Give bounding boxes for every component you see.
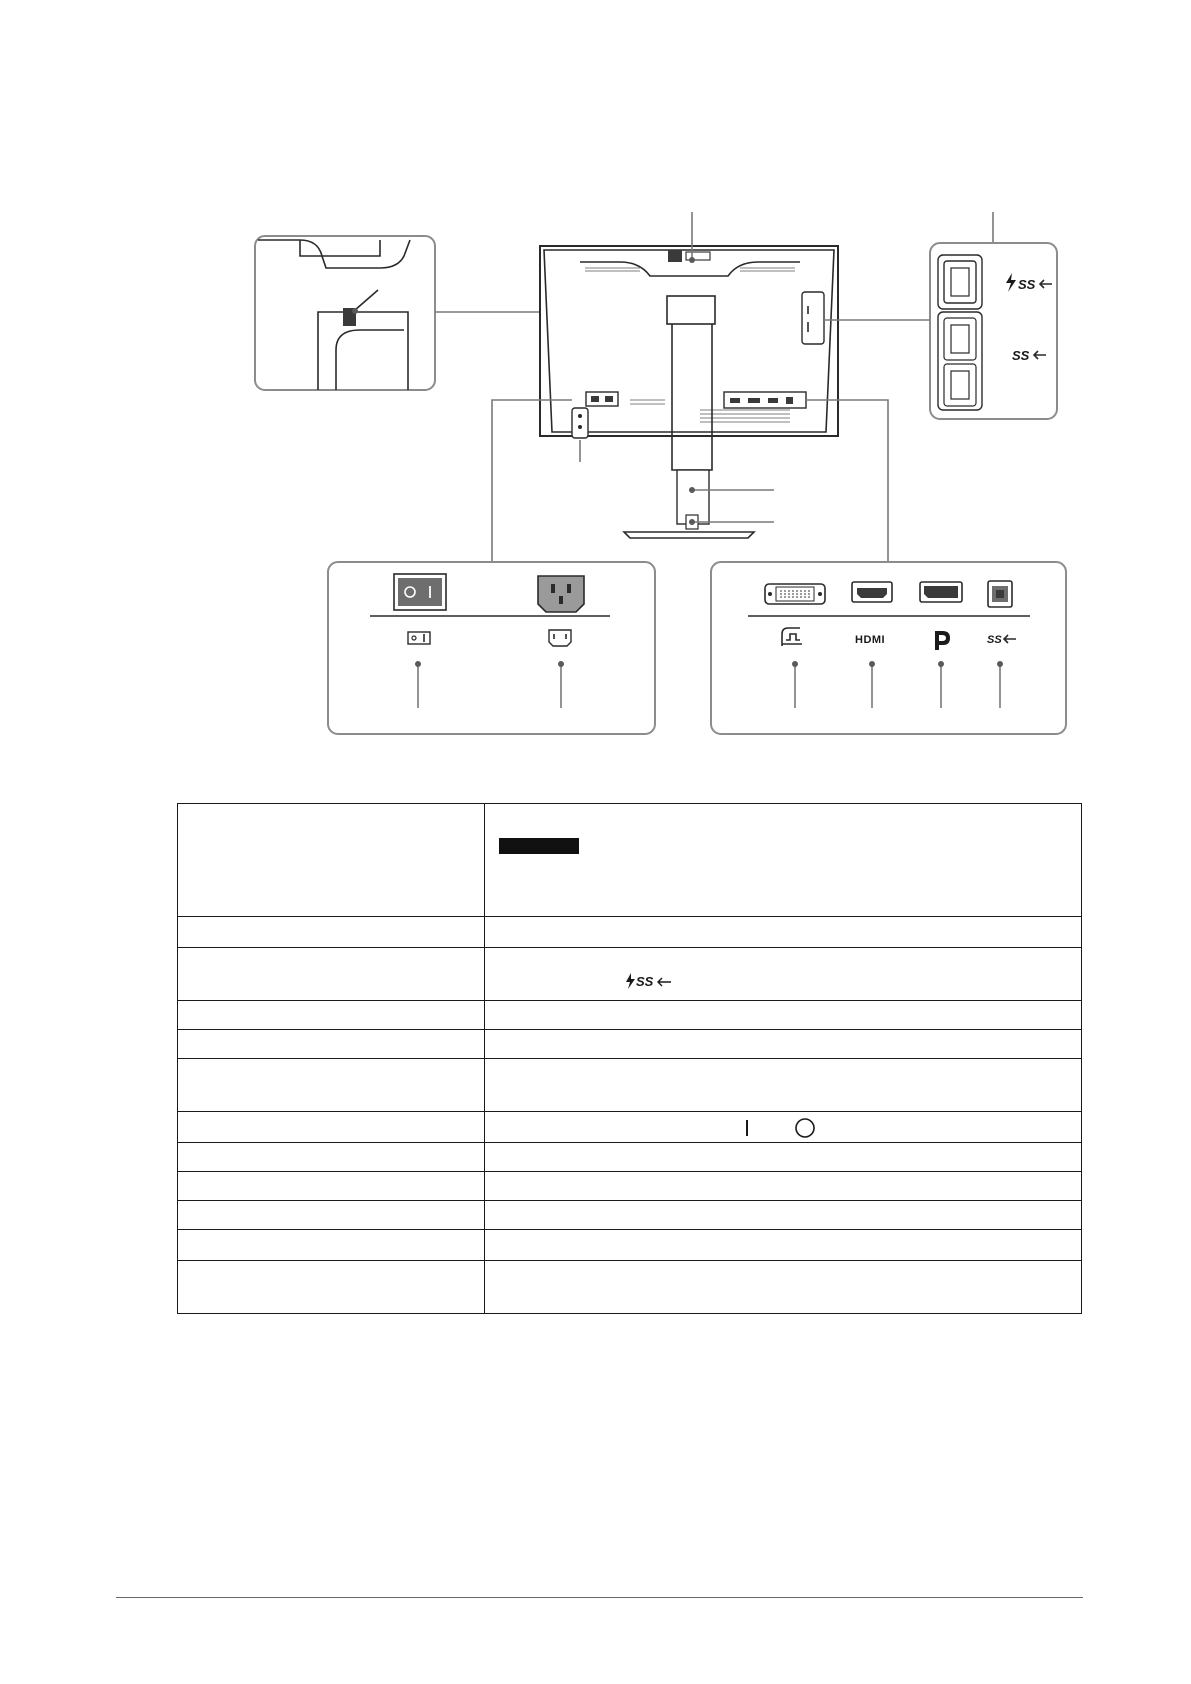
table-cell-function xyxy=(485,804,1082,917)
table-cell-part xyxy=(178,1112,485,1143)
usb-ss-label-top: SS xyxy=(1018,277,1036,292)
table-cell-part xyxy=(178,1201,485,1230)
note-label-box xyxy=(499,838,579,854)
table-row xyxy=(178,1143,1082,1172)
hdmi-connector-illustration xyxy=(852,582,892,602)
table-row xyxy=(178,804,1082,917)
power-detail-panel xyxy=(328,562,655,734)
table-row xyxy=(178,1261,1082,1314)
usb-charging-ss-inline-icon xyxy=(625,972,679,990)
power-inlet-illustration xyxy=(538,576,584,612)
table-cell-function xyxy=(485,948,1082,1001)
table-row xyxy=(178,917,1082,948)
table-cell-part xyxy=(178,948,485,1001)
table-cell-function xyxy=(485,1230,1082,1261)
usb-ss-label-bottom: SS xyxy=(1012,348,1030,363)
table-cell-function xyxy=(485,1112,1082,1143)
table-cell-part xyxy=(178,1261,485,1314)
table-row xyxy=(178,1230,1082,1261)
top-logo xyxy=(668,250,682,262)
usb-ports-detail-panel xyxy=(824,212,1057,419)
table-cell-function xyxy=(485,1001,1082,1030)
table-row xyxy=(178,1001,1082,1030)
parts-function-table xyxy=(177,803,1082,1314)
power-on-off-symbols xyxy=(743,1117,823,1139)
table-cell-function xyxy=(485,917,1082,948)
table-row xyxy=(178,1172,1082,1201)
table-cell-function xyxy=(485,1059,1082,1112)
table-cell-part xyxy=(178,1230,485,1261)
displayport-connector-illustration xyxy=(920,582,962,602)
security-slot-detail-panel xyxy=(255,236,435,390)
table-cell-part xyxy=(178,1143,485,1172)
table-cell-part xyxy=(178,804,485,917)
table-cell-part xyxy=(178,917,485,948)
table-row xyxy=(178,1059,1082,1112)
footer-rule xyxy=(116,1597,1083,1598)
table-cell-part xyxy=(178,1059,485,1112)
table-cell-part xyxy=(178,1172,485,1201)
monitor-rear-diagram xyxy=(0,0,1191,800)
table-row xyxy=(178,948,1082,1001)
usb-ss-symbol-label: SS xyxy=(987,634,1002,646)
table-row xyxy=(178,1030,1082,1059)
table-cell-part xyxy=(178,1030,485,1059)
dvi-connector-illustration xyxy=(765,584,825,604)
hdmi-symbol: HDMI xyxy=(855,634,886,646)
table-cell-part xyxy=(178,1001,485,1030)
table-cell-function xyxy=(485,1201,1082,1230)
table-row xyxy=(178,1112,1082,1143)
table-cell-function xyxy=(485,1261,1082,1314)
table-cell-function xyxy=(485,1030,1082,1059)
input-connectors-panel xyxy=(711,562,1066,734)
table-cell-function xyxy=(485,1172,1082,1201)
table-row xyxy=(178,1201,1082,1230)
svg-text:SS: SS xyxy=(636,974,654,989)
usb-b-connector-illustration xyxy=(988,581,1012,607)
table-cell-function xyxy=(485,1143,1082,1172)
monitor-rear-view xyxy=(540,246,838,538)
